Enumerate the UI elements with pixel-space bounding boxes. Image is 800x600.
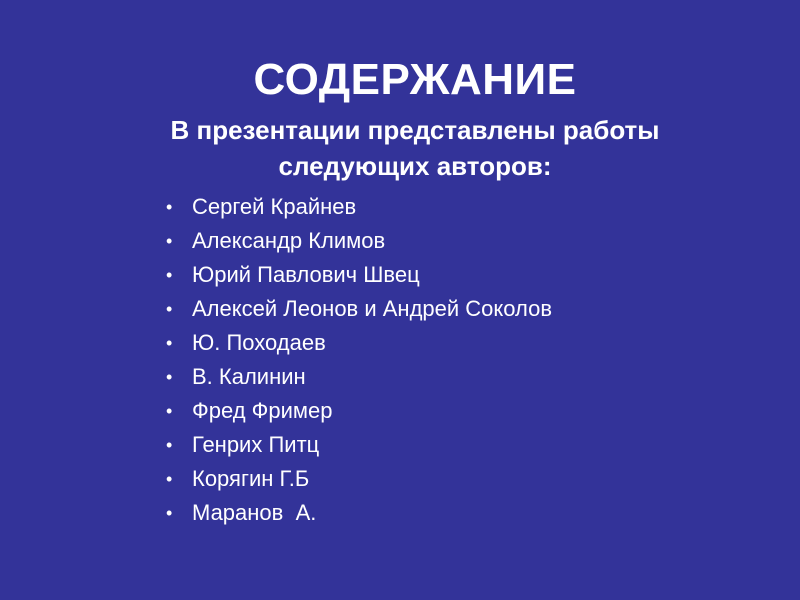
list-item — [166, 292, 552, 326]
bullet-icon: • — [166, 265, 173, 285]
author-name: Маранов А. — [192, 500, 317, 525]
slide-subtitle — [0, 112, 800, 184]
list-item — [166, 394, 552, 428]
subtitle-line-1: В презентации представлены работы — [170, 115, 660, 145]
author-name: Фред Фример — [192, 398, 333, 423]
slide-title: СОДЕРЖАНИЕ — [253, 55, 577, 104]
subtitle-line-2: следующих авторов: — [278, 151, 552, 181]
list-item — [166, 190, 552, 224]
bullet-icon: • — [166, 197, 173, 217]
bullet-icon: • — [166, 299, 173, 319]
author-name: Ю. Походаев — [192, 330, 326, 355]
author-name: Алексей Леонов и Андрей Соколов — [192, 296, 553, 321]
author-name: Юрий Павлович Швец — [192, 262, 420, 287]
author-name: Генрих Питц — [192, 432, 320, 457]
list-item — [166, 258, 552, 292]
author-name: В. Калинин — [192, 364, 306, 389]
bullet-icon: • — [166, 401, 173, 421]
bullet-icon: • — [166, 435, 173, 455]
list-item — [166, 360, 552, 394]
list-item — [166, 462, 552, 496]
list-item — [166, 326, 552, 360]
author-name: Сергей Крайнев — [192, 194, 357, 219]
authors-list — [166, 190, 552, 530]
list-item — [166, 224, 552, 258]
bullet-icon: • — [166, 333, 173, 353]
author-name: Александр Климов — [192, 228, 386, 253]
list-item — [166, 496, 552, 530]
author-name: Корягин Г.Б — [192, 466, 310, 491]
list-item — [166, 428, 552, 462]
bullet-icon: • — [166, 231, 173, 251]
bullet-icon: • — [166, 503, 173, 523]
bullet-icon: • — [166, 469, 173, 489]
bullet-icon: • — [166, 367, 173, 387]
